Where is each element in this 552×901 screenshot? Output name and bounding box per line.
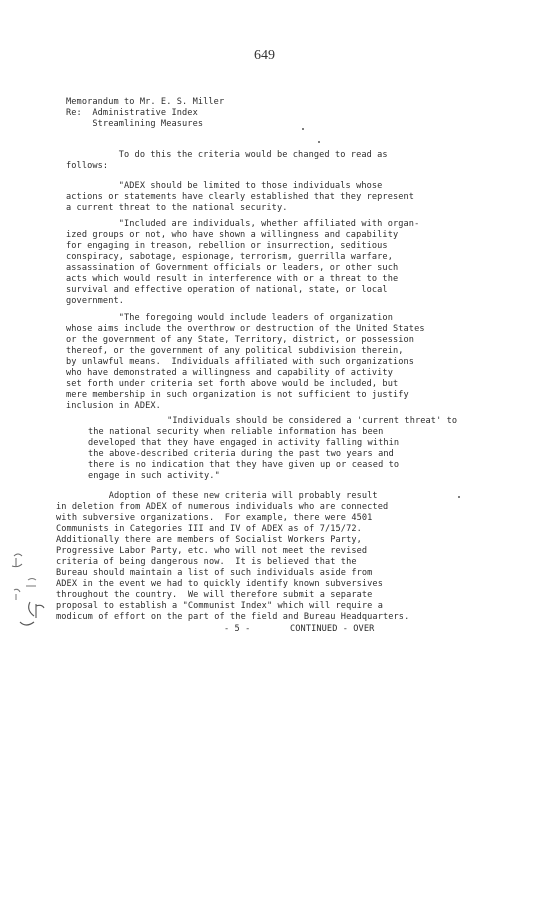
scan-speck bbox=[302, 128, 304, 130]
text-line: the above-described criteria during the past two years and bbox=[88, 449, 394, 459]
scan-speck bbox=[318, 141, 320, 143]
text-line: criteria of being dangerous now. It is believed that the bbox=[56, 557, 357, 567]
text-line: whose aims include the overthrow or destruction of the United States bbox=[66, 324, 425, 334]
text-line: "Individuals should be considered a 'current threat' to bbox=[88, 416, 458, 426]
header-line: Streamlining Measures bbox=[66, 119, 204, 129]
text-line: Progressive Labor Party, etc. who will not meet the revised bbox=[56, 546, 368, 556]
footer-page-number: - 5 - bbox=[224, 624, 251, 634]
text-line: set forth under criteria set forth above would be included, but bbox=[66, 379, 399, 389]
header-line: Re: Administrative Index bbox=[66, 108, 198, 118]
text-line: Communists in Categories III and IV of ADEX as of 7/15/72. bbox=[56, 524, 362, 534]
margin-scribble bbox=[6, 550, 56, 640]
text-line: Bureau should maintain a list of such individuals aside from bbox=[56, 568, 373, 578]
text-line: throughout the country. We will therefore submit a separate bbox=[56, 590, 373, 600]
text-line: assassination of Government officials or leaders, or other such bbox=[66, 263, 399, 273]
text-line: "The foregoing would include leaders of organization bbox=[66, 313, 393, 323]
text-line: ized groups or not, who have shown a willingness and capability bbox=[66, 230, 399, 240]
text-line: the national security when reliable information has been bbox=[88, 427, 384, 437]
text-line: "ADEX should be limited to those individuals whose bbox=[66, 181, 383, 191]
text-line: Adoption of these new criteria will probably result bbox=[56, 491, 378, 501]
text-line: developed that they have engaged in activity falling within bbox=[88, 438, 400, 448]
text-line: in deletion from ADEX of numerous individuals who are connected bbox=[56, 502, 389, 512]
text-line: government. bbox=[66, 296, 125, 306]
text-line: ADEX in the event we had to quickly identify known subversives bbox=[56, 579, 383, 589]
text-line: proposal to establish a "Communist Index" which will require a bbox=[56, 601, 383, 611]
header-line: Memorandum to Mr. E. S. Miller bbox=[66, 97, 225, 107]
text-line: or the government of any State, Territory, district, or possession bbox=[66, 335, 415, 345]
page-number: 649 bbox=[254, 48, 275, 63]
text-line: To do this the criteria would be changed to read as bbox=[66, 150, 388, 160]
text-line: actions or statements have clearly established that they represent bbox=[66, 192, 415, 202]
text-line: who have demonstrated a willingness and capability of activity bbox=[66, 368, 393, 378]
text-line: with subversive organizations. For example, there were 4501 bbox=[56, 513, 373, 523]
text-line: mere membership in such organization is not sufficient to justify bbox=[66, 390, 409, 400]
text-line: engage in such activity." bbox=[88, 471, 220, 481]
text-line: modicum of effort on the part of the field and Bureau Headquarters. bbox=[56, 612, 410, 622]
text-line: by unlawful means. Individuals affiliated with such organizations bbox=[66, 357, 415, 367]
text-line: there is no indication that they have given up or ceased to bbox=[88, 460, 400, 470]
text-line: Additionally there are members of Socialist Workers Party, bbox=[56, 535, 362, 545]
footer-continued: CONTINUED - OVER bbox=[290, 624, 375, 634]
text-line: "Included are individuals, whether affiliated with organ- bbox=[66, 219, 420, 229]
scan-speck bbox=[458, 496, 460, 498]
text-line: a current threat to the national security. bbox=[66, 203, 288, 213]
text-line: survival and effective operation of national, state, or local bbox=[66, 285, 388, 295]
text-line: inclusion in ADEX. bbox=[66, 401, 161, 411]
text-line: follows: bbox=[66, 161, 109, 171]
text-line: for engaging in treason, rebellion or insurrection, seditious bbox=[66, 241, 388, 251]
text-line: acts which would result in interference with or a threat to the bbox=[66, 274, 399, 284]
text-line: thereof, or the government of any political subdivision therein, bbox=[66, 346, 404, 356]
text-line: conspiracy, sabotage, espionage, terrorism, guerrilla warfare, bbox=[66, 252, 393, 262]
